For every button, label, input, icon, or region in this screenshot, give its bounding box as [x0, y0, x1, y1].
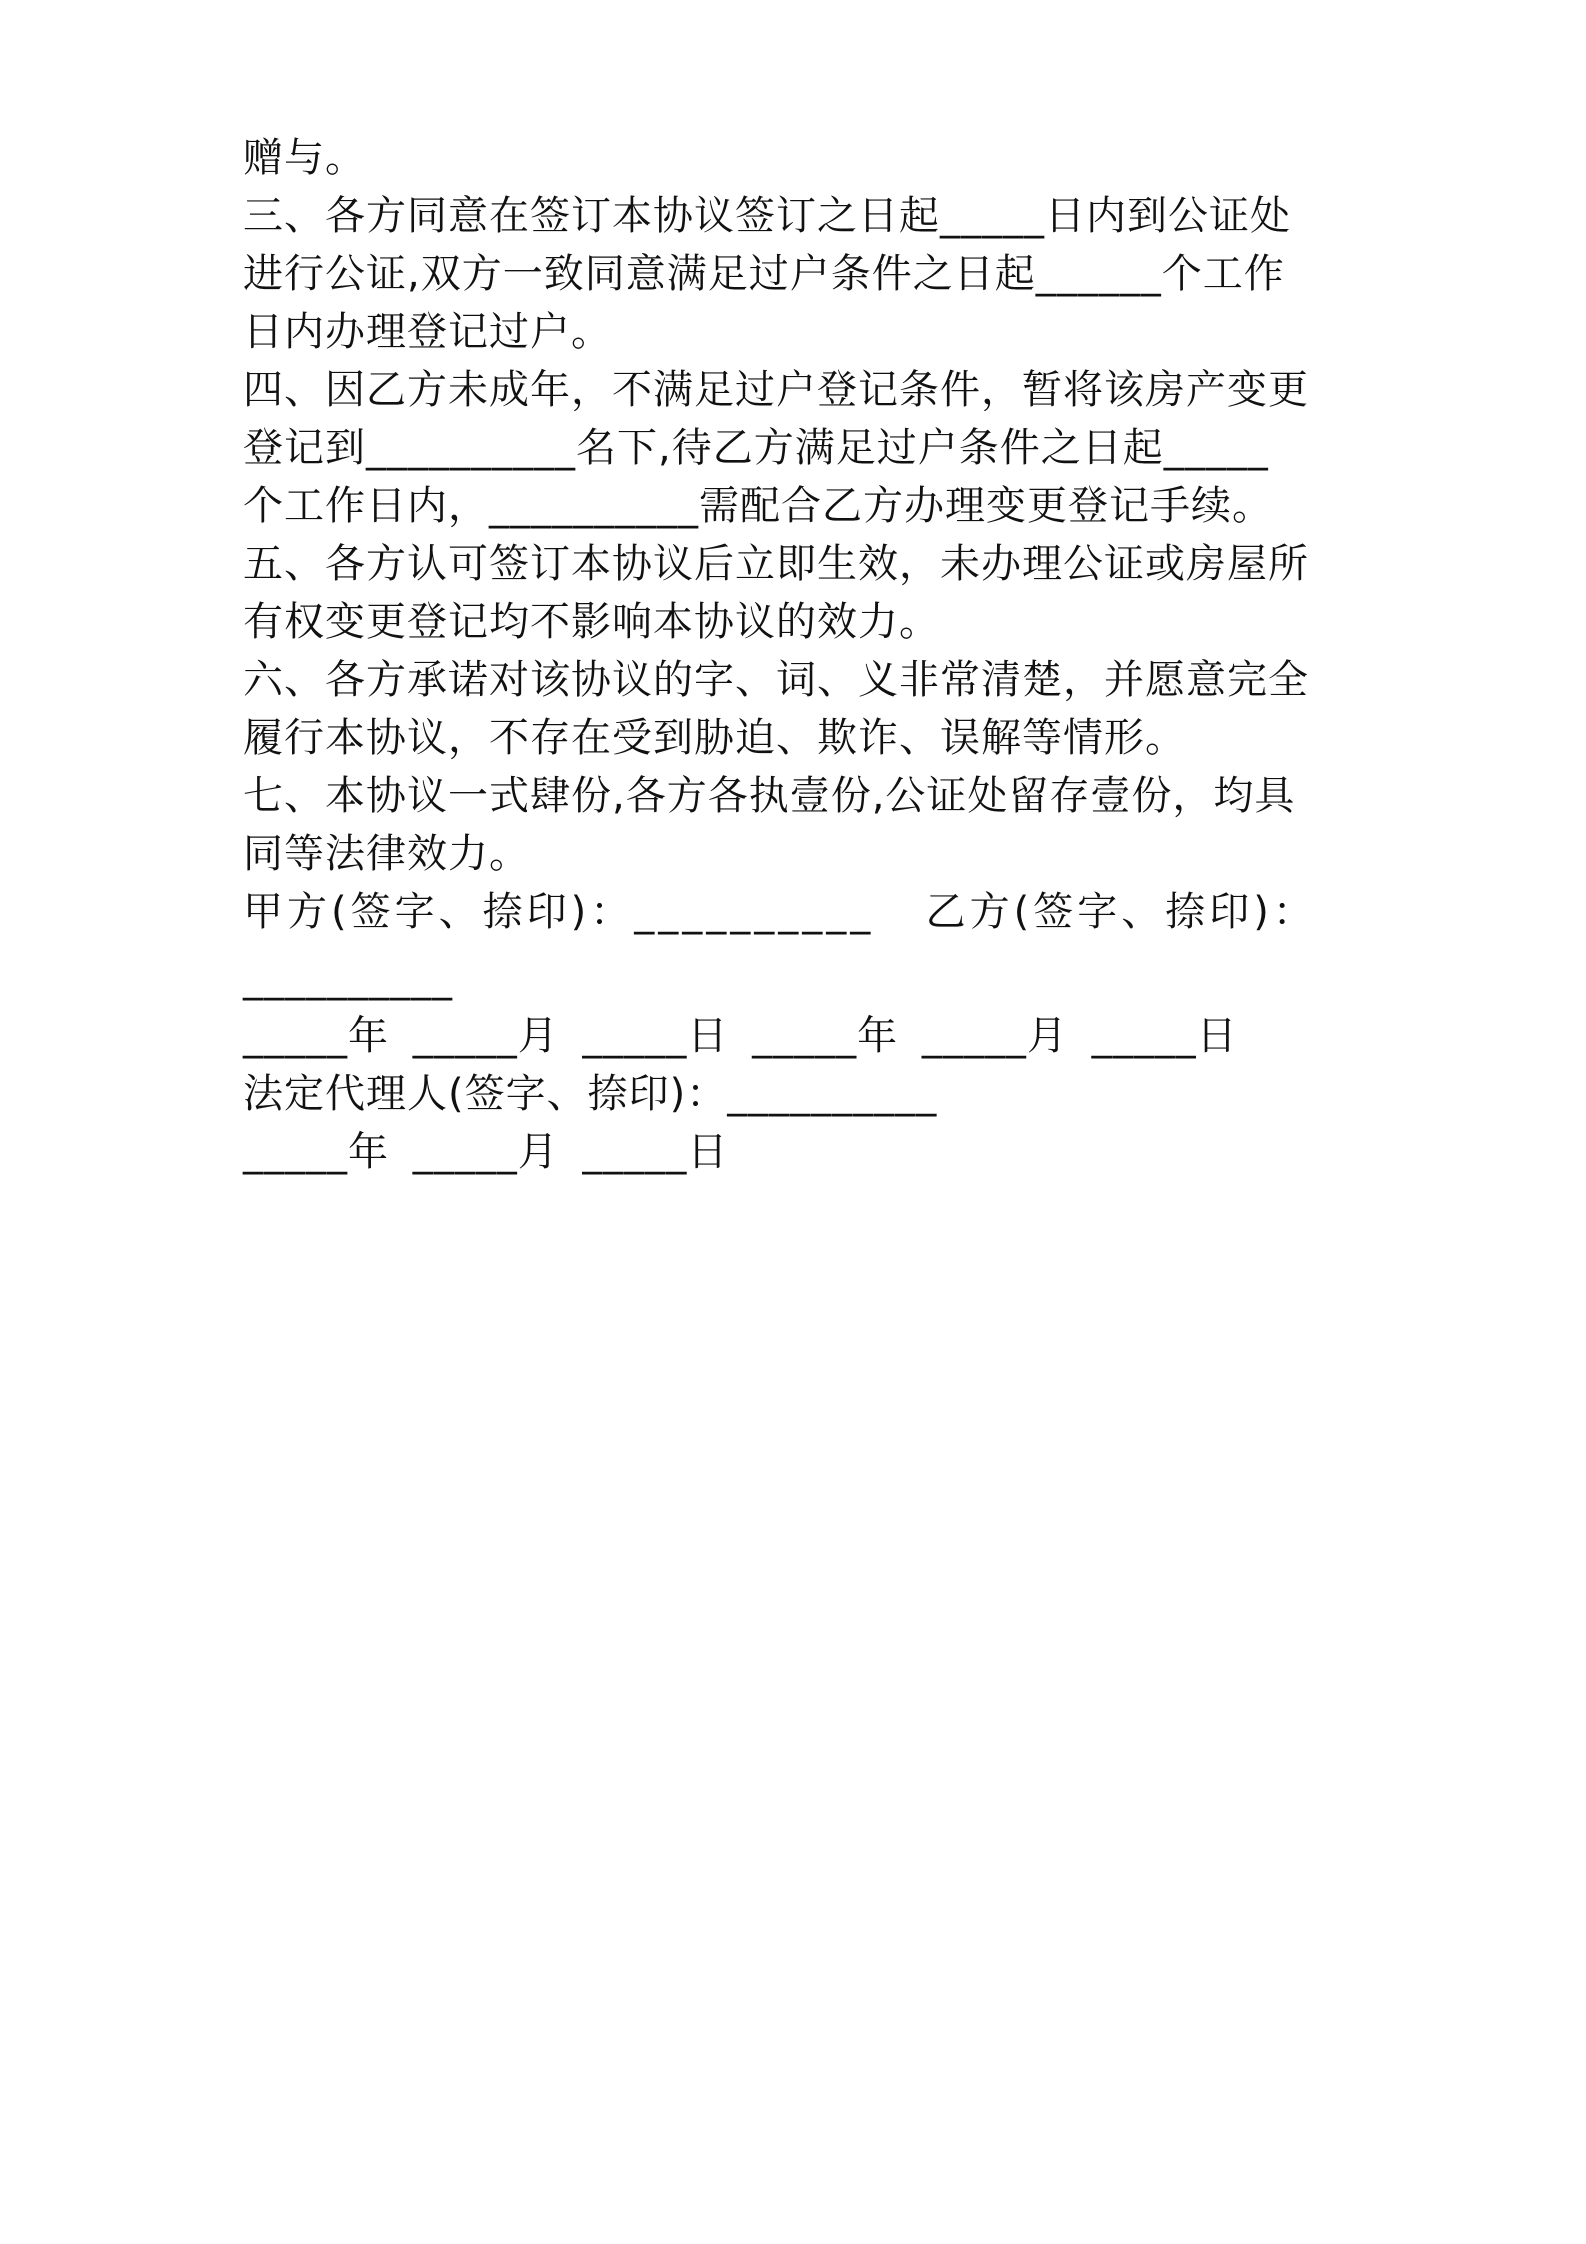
text-line-2: 三、各方同意在签订本协议签订之日起_____日内到公证处	[243, 193, 1291, 239]
text-line-1: 赠与。	[243, 135, 366, 181]
guardian-signature-blank: __________	[727, 1071, 938, 1117]
guardian-line	[243, 1064, 1358, 1124]
text-line-12: 七、本协议一式肆份,各方各执壹份,公证处留存壹份，均具	[243, 773, 1296, 819]
text-line-8: 五、各方认可签订本协议后立即生效，未办理公证或房屋所	[243, 541, 1309, 587]
text-line-9: 有权变更登记均不影响本协议的效力。	[243, 599, 940, 645]
text-line-11: 履行本协议，不存在受到胁迫、欺诈、误解等情形。	[243, 715, 1186, 761]
text-line-7: 个工作日内，__________需配合乙方办理变更登记手续。	[243, 483, 1273, 529]
party-a-signature-blank: __________	[634, 889, 875, 935]
party-b-signature-blank: __________	[243, 955, 453, 1001]
date-line-2: _____年 _____月 _____日	[243, 1129, 729, 1175]
guardian-label: 法定代理人(签字、捺印)：	[243, 1071, 728, 1117]
party-b-label: 乙方(签字、捺印)：	[925, 889, 1317, 935]
party-a-label: 甲方(签字、捺印)：	[243, 889, 635, 935]
text-line-13: 同等法律效力。	[243, 831, 530, 877]
text-line-6: 登记到__________名下,待乙方满足过户条件之日起_____	[243, 425, 1269, 471]
signature-line	[243, 882, 1358, 942]
text-line-3: 进行公证,双方一致同意满足过户条件之日起______个工作	[243, 251, 1285, 297]
text-line-10: 六、各方承诺对该协议的字、词、义非常清楚，并愿意完全	[243, 657, 1309, 703]
date-line-1: _____年 _____月 _____日 _____年 _____月 _____日	[243, 1013, 1238, 1059]
text-line-4: 日内办理登记过户。	[243, 309, 612, 355]
text-line-5: 四、因乙方未成年，不满足过户登记条件，暂将该房产变更	[243, 367, 1309, 413]
